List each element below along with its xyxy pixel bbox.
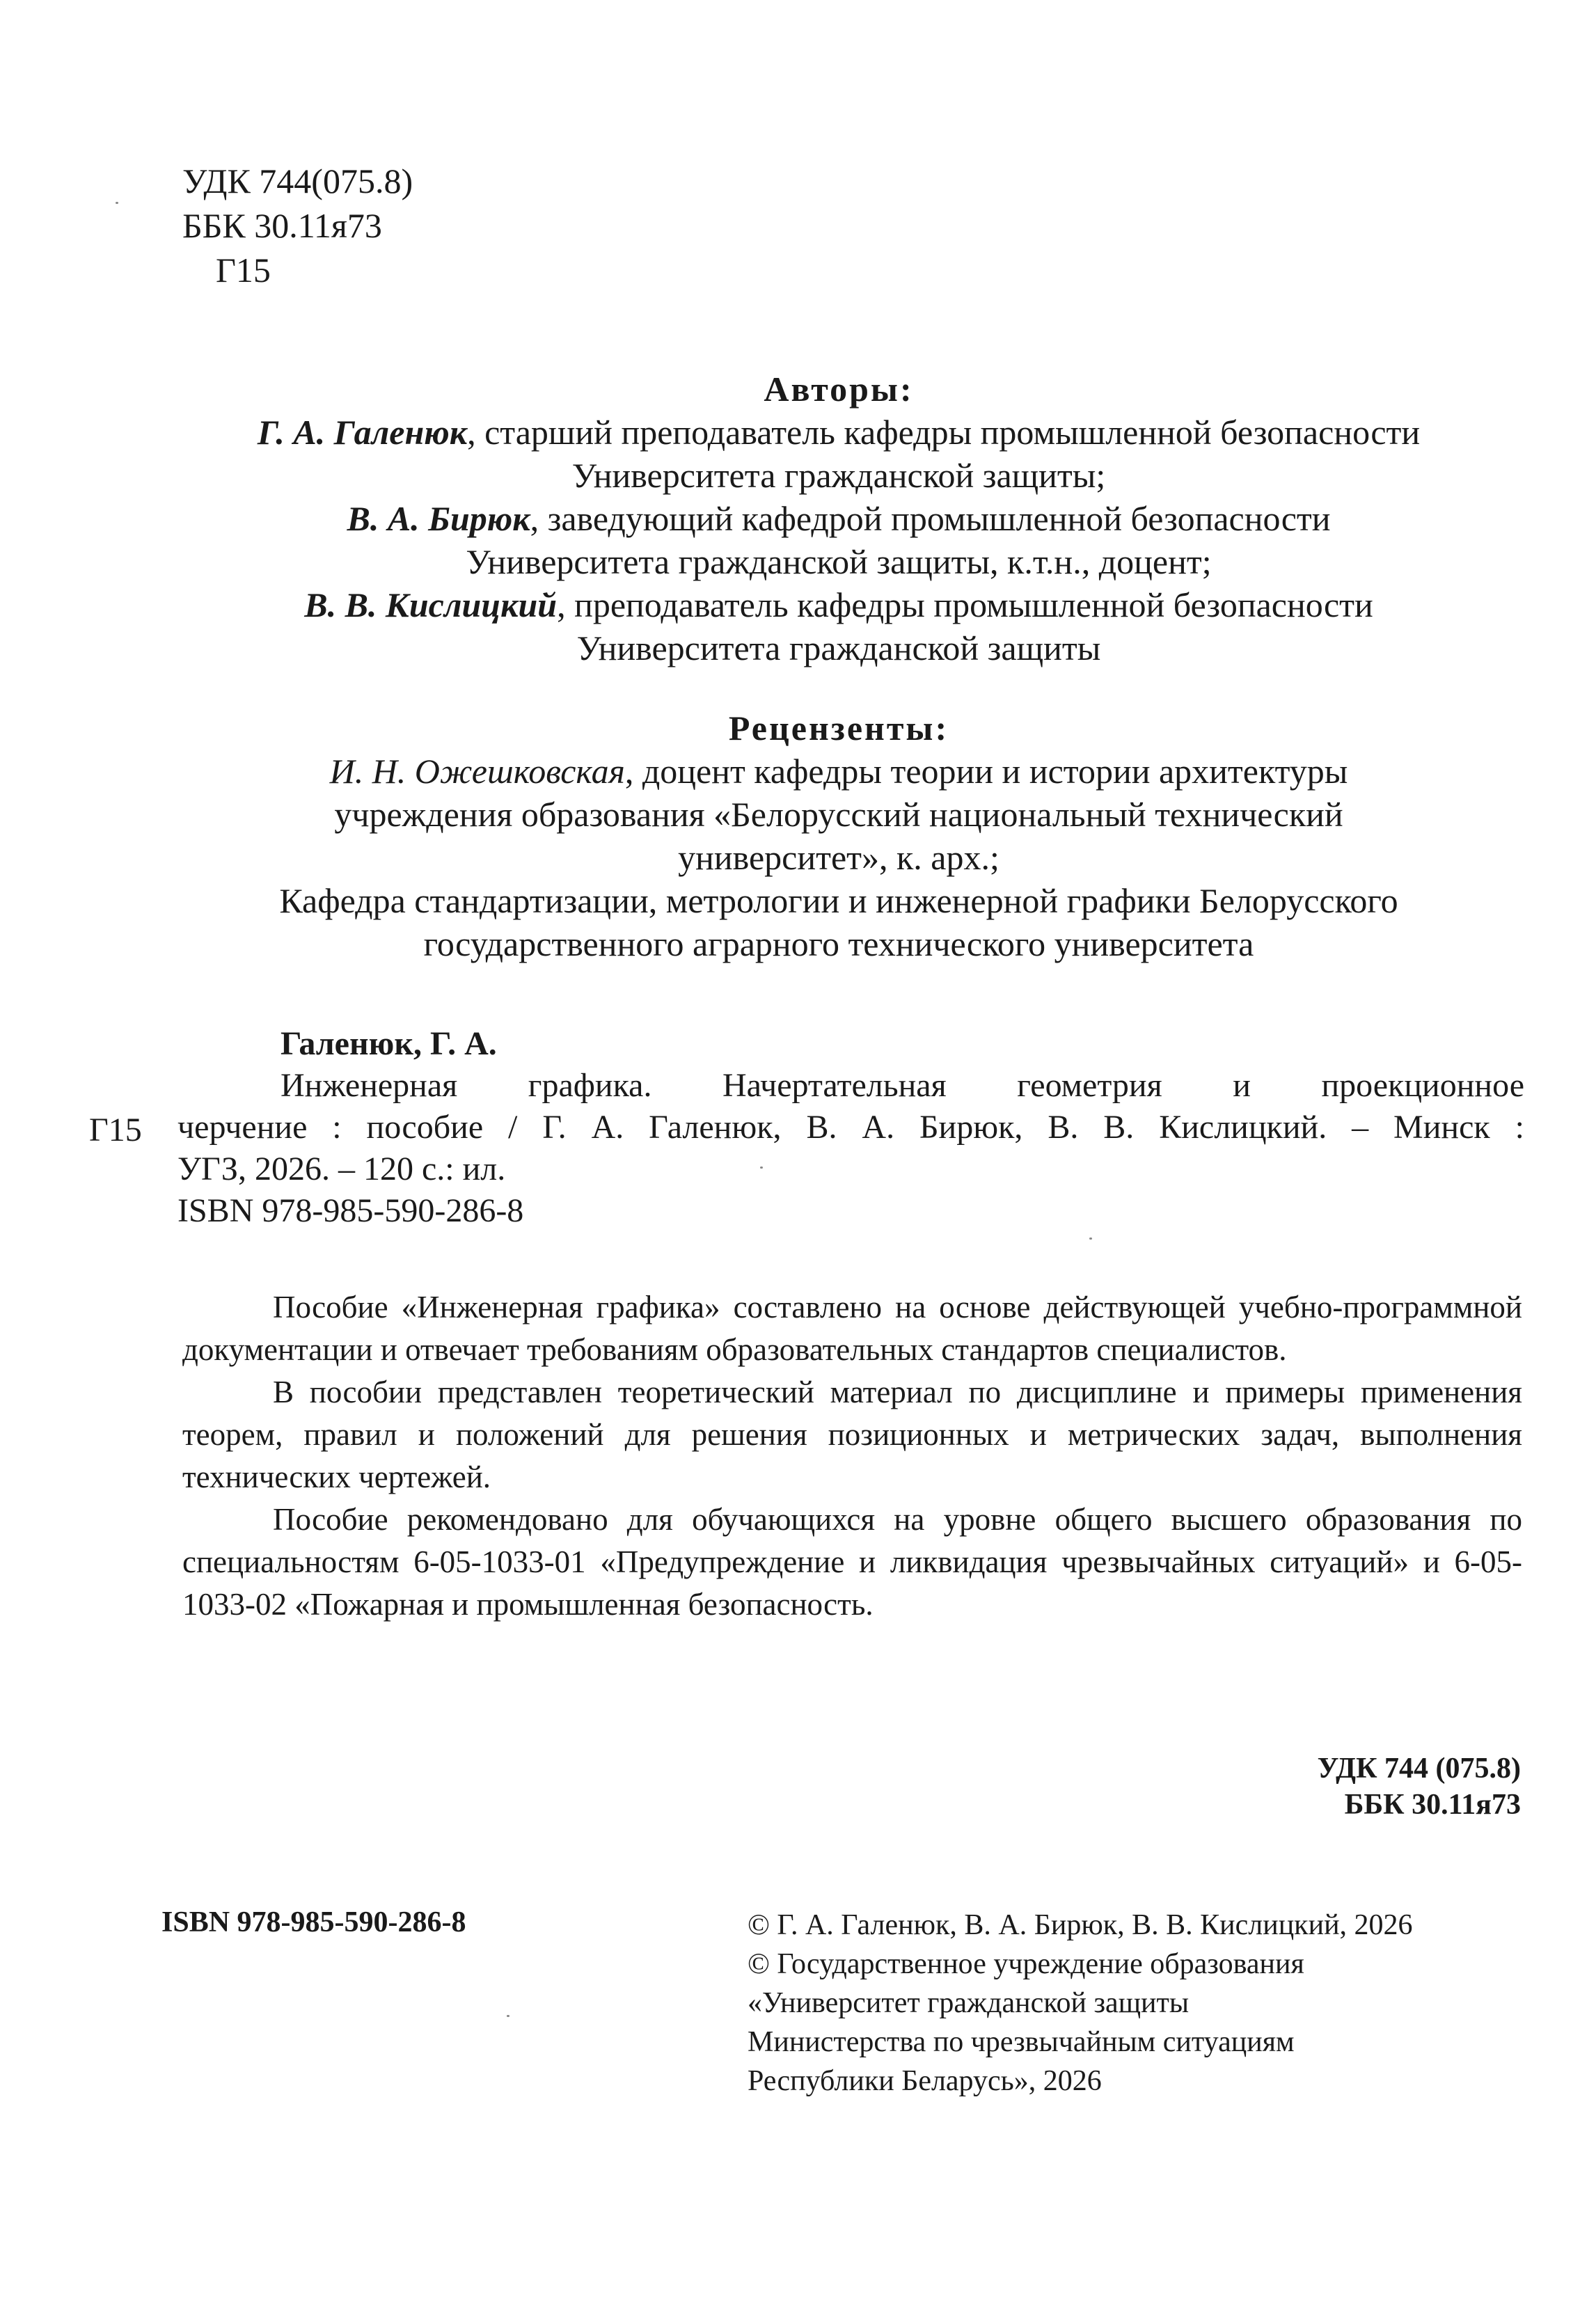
author-position: , старший преподаватель кафедры промышленной безопасности	[467, 413, 1421, 452]
copyright-line: © Государственное учреждение образования	[748, 1948, 1304, 1980]
reviewer-department	[167, 879, 1510, 965]
reviewer-name: И. Н. Ожешковская	[329, 752, 625, 791]
author-entry	[167, 583, 1510, 670]
scan-speck	[116, 202, 118, 204]
biblio-margin-mark: Г15	[89, 1112, 142, 1148]
copyright-block	[748, 1906, 1413, 2101]
reviewer-affiliation: учреждения образования «Белорусский национальный технический	[334, 795, 1343, 834]
bbk-code: ББК 30.11я73	[182, 206, 382, 245]
classification-codes	[182, 159, 413, 292]
biblio-title-line: Инженерная графика. Начертательная геометрия и проекционное	[281, 1067, 1524, 1104]
department-line: Кафедра стандартизации, метрологии и инженерной графики Белорусского	[279, 881, 1398, 920]
scan-speck	[507, 2015, 509, 2017]
bibliographic-record	[177, 1023, 1524, 1232]
copyright-line: Республики Беларусь», 2026	[748, 2065, 1102, 2097]
author-affiliation: Университета гражданской защиты, к.т.н., доцент;	[466, 542, 1212, 581]
department-line: государственного аграрного технического университета	[423, 924, 1254, 963]
author-entry	[167, 497, 1510, 583]
author-position: , заведующий кафедрой промышленной безопасности	[530, 499, 1331, 538]
author-mark: Г15	[216, 251, 271, 290]
footer-udk: УДК 744 (075.8)	[1317, 1753, 1521, 1785]
authors-section	[167, 367, 1510, 670]
author-affiliation: Университета гражданской защиты;	[571, 456, 1106, 495]
annotation-paragraph: Пособие рекомендовано для обучающихся на уровне общего высшего образования по специальностям 6-05-1033-01 «Предупреждение и ликвидация чрезвычайных ситуаций» и 6-05-1033-02 «Пожарная и промышленная безопасность.	[182, 1502, 1522, 1622]
reviewer-position: , доцент кафедры теории и истории архитектуры	[624, 752, 1348, 791]
reviewer-affiliation-cont: университет», к. арх.;	[678, 838, 1000, 877]
footer-isbn: ISBN 978-985-590-286-8	[161, 1906, 466, 1938]
biblio-publisher-line: УГЗ, 2026. – 120 с.: ил.	[177, 1150, 506, 1187]
author-name: Г. А. Галенюк	[257, 413, 468, 452]
biblio-description-line: черчение : пособие / Г. А. Галенюк, В. А. Бирюк, В. В. Кислицкий. – Минск :	[177, 1109, 1524, 1146]
scan-speck	[1089, 1238, 1092, 1240]
author-name: В. А. Бирюк	[347, 499, 530, 538]
footer-bbk: ББК 30.11я73	[1344, 1789, 1521, 1821]
author-name: В. В. Кислицкий	[304, 585, 558, 624]
copyright-line: © Г. А. Галенюк, В. А. Бирюк, В. В. Кислицкий, 2026	[748, 1909, 1413, 1941]
authors-heading: Авторы:	[764, 370, 914, 409]
biblio-main-author: Галенюк, Г. А.	[281, 1025, 497, 1062]
annotation-paragraph: В пособии представлен теоретический материал по дисциплине и примеры применения теорем, правил и положений для решения позиционных и метрических задач, выполнения технических чертежей.	[182, 1375, 1522, 1494]
reviewer-entry	[167, 750, 1510, 879]
copyright-line: «Университет гражданской защиты	[748, 1987, 1190, 2019]
annotation	[182, 1286, 1522, 1626]
udk-code: УДК 744(075.8)	[182, 161, 413, 200]
annotation-paragraph: Пособие «Инженерная графика» составлено на основе действующей учебно-программной документации и отвечает требованиям образовательных стандартов специалистов.	[182, 1290, 1522, 1367]
author-affiliation: Университета гражданской защиты	[576, 628, 1101, 667]
reviewers-heading: Рецензенты:	[728, 709, 949, 748]
biblio-isbn: ISBN 978-985-590-286-8	[177, 1192, 524, 1229]
author-position: , преподаватель кафедры промышленной безопасности	[557, 585, 1373, 624]
footer-classification-codes	[1318, 1750, 1521, 1823]
reviewers-section	[167, 706, 1510, 965]
copyright-line: Министерства по чрезвычайным ситуациям	[748, 2026, 1295, 2058]
author-entry	[167, 411, 1510, 497]
